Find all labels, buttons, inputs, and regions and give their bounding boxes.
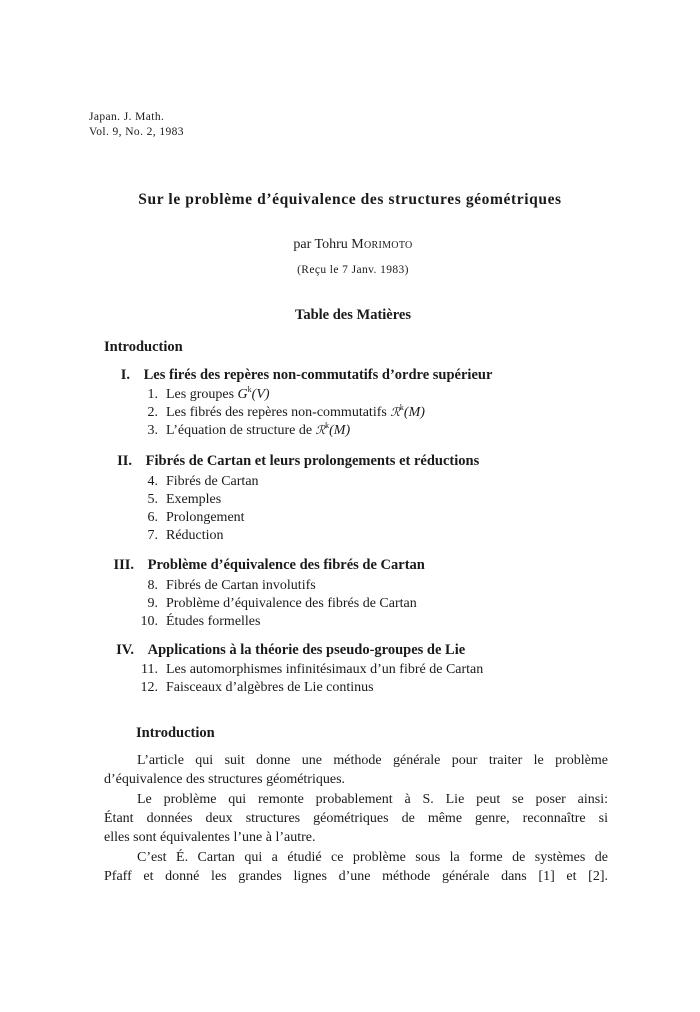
received-date: (Reçu le 7 Janv. 1983) — [297, 264, 409, 276]
toc-item-7 — [134, 528, 224, 544]
toc-item-11 — [134, 662, 483, 678]
toc-section-1 — [104, 367, 492, 384]
toc-item-10 — [134, 614, 260, 630]
item-text: Exemples — [166, 492, 222, 507]
section-title: Problème d’équivalence des fibrés de Cartan — [147, 557, 425, 573]
item-text: Fibrés de Cartan — [166, 474, 259, 489]
item-text: Les automorphismes infinitésimaux d’un fibré de Cartan — [166, 662, 484, 677]
journal-info — [89, 110, 184, 140]
section-numeral: I. — [120, 367, 130, 383]
item-math-arg: (M) — [329, 423, 351, 438]
item-sup: k — [325, 421, 330, 430]
author-prefix: par Tohru — [293, 237, 348, 252]
item-sup: k — [399, 403, 404, 412]
toc-introduction: Introduction — [104, 339, 183, 355]
item-text: Études formelles — [166, 614, 261, 629]
item-math-arg: (V) — [251, 387, 270, 402]
item-number: 1. — [147, 387, 158, 402]
item-number: 12. — [140, 680, 158, 695]
toc-heading: Table des Matières — [295, 307, 411, 323]
intro-line-5: elles sont équivalentes l’une à l’autre. — [104, 830, 316, 845]
author-line — [0, 237, 700, 253]
item-text: L’équation de structure de — [166, 423, 313, 438]
intro-line-7: Pfaff et donné les grandes lignes d’une méthode générale dans [1] et [2]. — [104, 869, 608, 884]
toc-item-1 — [134, 387, 270, 403]
item-number: 5. — [147, 492, 158, 507]
item-text: Prolongement — [166, 510, 245, 525]
item-text: Réduction — [166, 528, 224, 543]
item-math: ℛ — [315, 423, 326, 437]
item-math: G — [237, 387, 248, 402]
section-numeral: III. — [113, 557, 134, 573]
intro-line-6: C’est É. Cartan qui a étudié ce problème sous la forme de systèmes de — [137, 850, 608, 865]
item-number: 4. — [147, 474, 158, 489]
section-title: Les firés des repères non-commutatifs d’ordre supérieur — [143, 367, 493, 383]
toc-item-6 — [134, 510, 245, 526]
item-number: 6. — [147, 510, 158, 525]
intro-line-3: Le problème qui remonte probablement à S. Lie peut se poser ainsi: — [137, 792, 608, 807]
toc-item-9 — [134, 596, 417, 612]
section-numeral: II. — [117, 453, 132, 469]
introduction-heading: Introduction — [136, 725, 215, 741]
item-number: 8. — [147, 578, 158, 593]
item-math-arg: (M) — [403, 405, 425, 420]
intro-line-2: d’équivalence des structures géométriques. — [104, 772, 346, 787]
toc-item-8 — [134, 578, 316, 594]
item-number: 7. — [147, 528, 158, 543]
item-sup: k — [247, 385, 252, 394]
item-number: 9. — [147, 596, 158, 611]
author-surname: Morimoto — [351, 237, 413, 252]
paper-title: Sur le problème d’équivalence des structures géométriques — [138, 191, 562, 208]
toc-item-2 — [134, 405, 425, 421]
item-text: Problème d’équivalence des fibrés de Cartan — [166, 596, 417, 611]
section-title: Fibrés de Cartan et leurs prolongements et réductions — [145, 453, 480, 469]
item-text: Les groupes — [166, 387, 235, 402]
item-text: Faisceaux d’algèbres de Lie continus — [166, 680, 374, 695]
journal-volume: Vol. 9, No. 2, 1983 — [89, 126, 184, 138]
toc-section-3 — [104, 557, 425, 574]
item-number: 3. — [147, 423, 158, 438]
item-number: 2. — [147, 405, 158, 420]
toc-item-12 — [134, 680, 374, 696]
toc-item-4 — [134, 474, 259, 490]
toc-item-3 — [134, 423, 350, 439]
journal-name: Japan. J. Math. — [89, 111, 165, 123]
intro-line-4: Étant données deux structures géométriques de même genre, reconnaître si — [104, 811, 608, 826]
item-number: 10. — [140, 614, 158, 629]
item-text: Fibrés de Cartan involutifs — [166, 578, 316, 593]
section-numeral: IV. — [116, 642, 134, 658]
toc-section-2 — [104, 453, 479, 470]
toc-section-4 — [104, 642, 465, 659]
item-number: 11. — [141, 662, 158, 677]
item-math: ℛ — [390, 405, 400, 419]
section-title: Applications à la théorie des pseudo-groupes de Lie — [147, 642, 466, 658]
item-text: Les fibrés des repères non-commutatifs — [166, 405, 387, 420]
toc-item-5 — [134, 492, 221, 508]
intro-line-1: L’article qui suit donne une méthode générale pour traiter le problème — [137, 753, 608, 768]
